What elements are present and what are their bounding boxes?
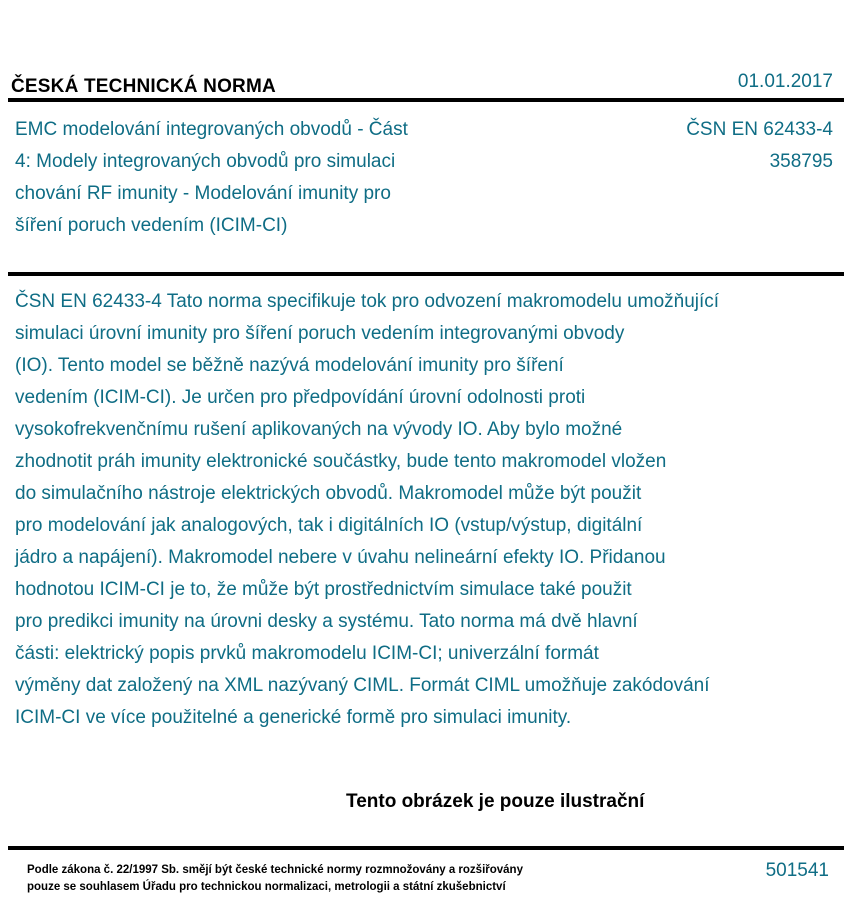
abstract-line: ČSN EN 62433-4 Tato norma specifikuje tok pro odvození makromodelu umožňující bbox=[15, 291, 720, 312]
abstract-line: do simulačního nástroje elektrických obvodů. Makromodel může být použit bbox=[15, 483, 642, 504]
standard-id: ČSN EN 62433-4 bbox=[686, 119, 833, 140]
abstract-line: pro modelování jak analogových, tak i digitálních IO (vstup/výstup, digitální bbox=[15, 515, 643, 536]
legal-notice-line: Podle zákona č. 22/1997 Sb. smějí být české technické normy rozmnožovány a rozšiřovány bbox=[27, 864, 523, 876]
abstract-line: ICIM-CI ve více použitelné a generické formě pro simulaci imunity. bbox=[15, 707, 572, 728]
abstract-line: vysokofrekvenčnímu rušení aplikovaných na vývody IO. Aby bylo možné bbox=[15, 419, 623, 440]
document-title bbox=[15, 114, 485, 242]
legal-notice bbox=[27, 862, 523, 896]
abstract-line: zhodnotit práh imunity elektronické součástky, bude tento makromodel vložen bbox=[15, 451, 667, 472]
catalog-code: 501541 bbox=[765, 860, 829, 881]
footer-divider bbox=[8, 846, 844, 850]
abstract-line: simulaci úrovní imunity pro šíření poruch vedením integrovanými obvody bbox=[15, 323, 625, 344]
document-identifiers bbox=[686, 114, 833, 178]
abstract-line: části: elektrický popis prvků makromodelu ICIM-CI; univerzální formát bbox=[15, 643, 599, 664]
legal-notice-line: pouze se souhlasem Úřadu pro technickou normalizaci, metrologii a státní zkušebnictví bbox=[27, 881, 506, 893]
document-title-line: 4: Modely integrovaných obvodů pro simulaci bbox=[15, 151, 396, 172]
issue-date: 01.01.2017 bbox=[737, 71, 833, 92]
abstract-line: hodnotou ICIM-CI je to, že může být prostřednictvím simulace také použit bbox=[15, 579, 632, 600]
abstract-line: (IO). Tento model se běžně nazývá modelování imunity pro šíření bbox=[15, 355, 564, 376]
abstract-line: výměny dat založený na XML nazývaný CIML. Formát CIML umožňuje zakódování bbox=[15, 675, 710, 696]
title-divider bbox=[8, 272, 844, 276]
document-title-line: chování RF imunity - Modelování imunity pro bbox=[15, 183, 391, 204]
illustration-note: Tento obrázek je pouze ilustrační bbox=[346, 791, 645, 812]
header-divider bbox=[8, 98, 844, 102]
abstract-line: pro predikci imunity na úrovni desky a systému. Tato norma má dvě hlavní bbox=[15, 611, 638, 632]
class-code: 358795 bbox=[769, 151, 833, 172]
abstract-text bbox=[15, 286, 845, 734]
header-title: ČESKÁ TECHNICKÁ NORMA bbox=[11, 76, 276, 97]
document-title-line: EMC modelování integrovaných obvodů - Část bbox=[15, 119, 408, 140]
document-title-line: šíření poruch vedením (ICIM-CI) bbox=[15, 215, 288, 236]
abstract-line: vedením (ICIM-CI). Je určen pro předpovídání úrovní odolnosti proti bbox=[15, 387, 586, 408]
abstract-line: jádro a napájení). Makromodel nebere v úvahu nelineární efekty IO. Přidanou bbox=[15, 547, 666, 568]
